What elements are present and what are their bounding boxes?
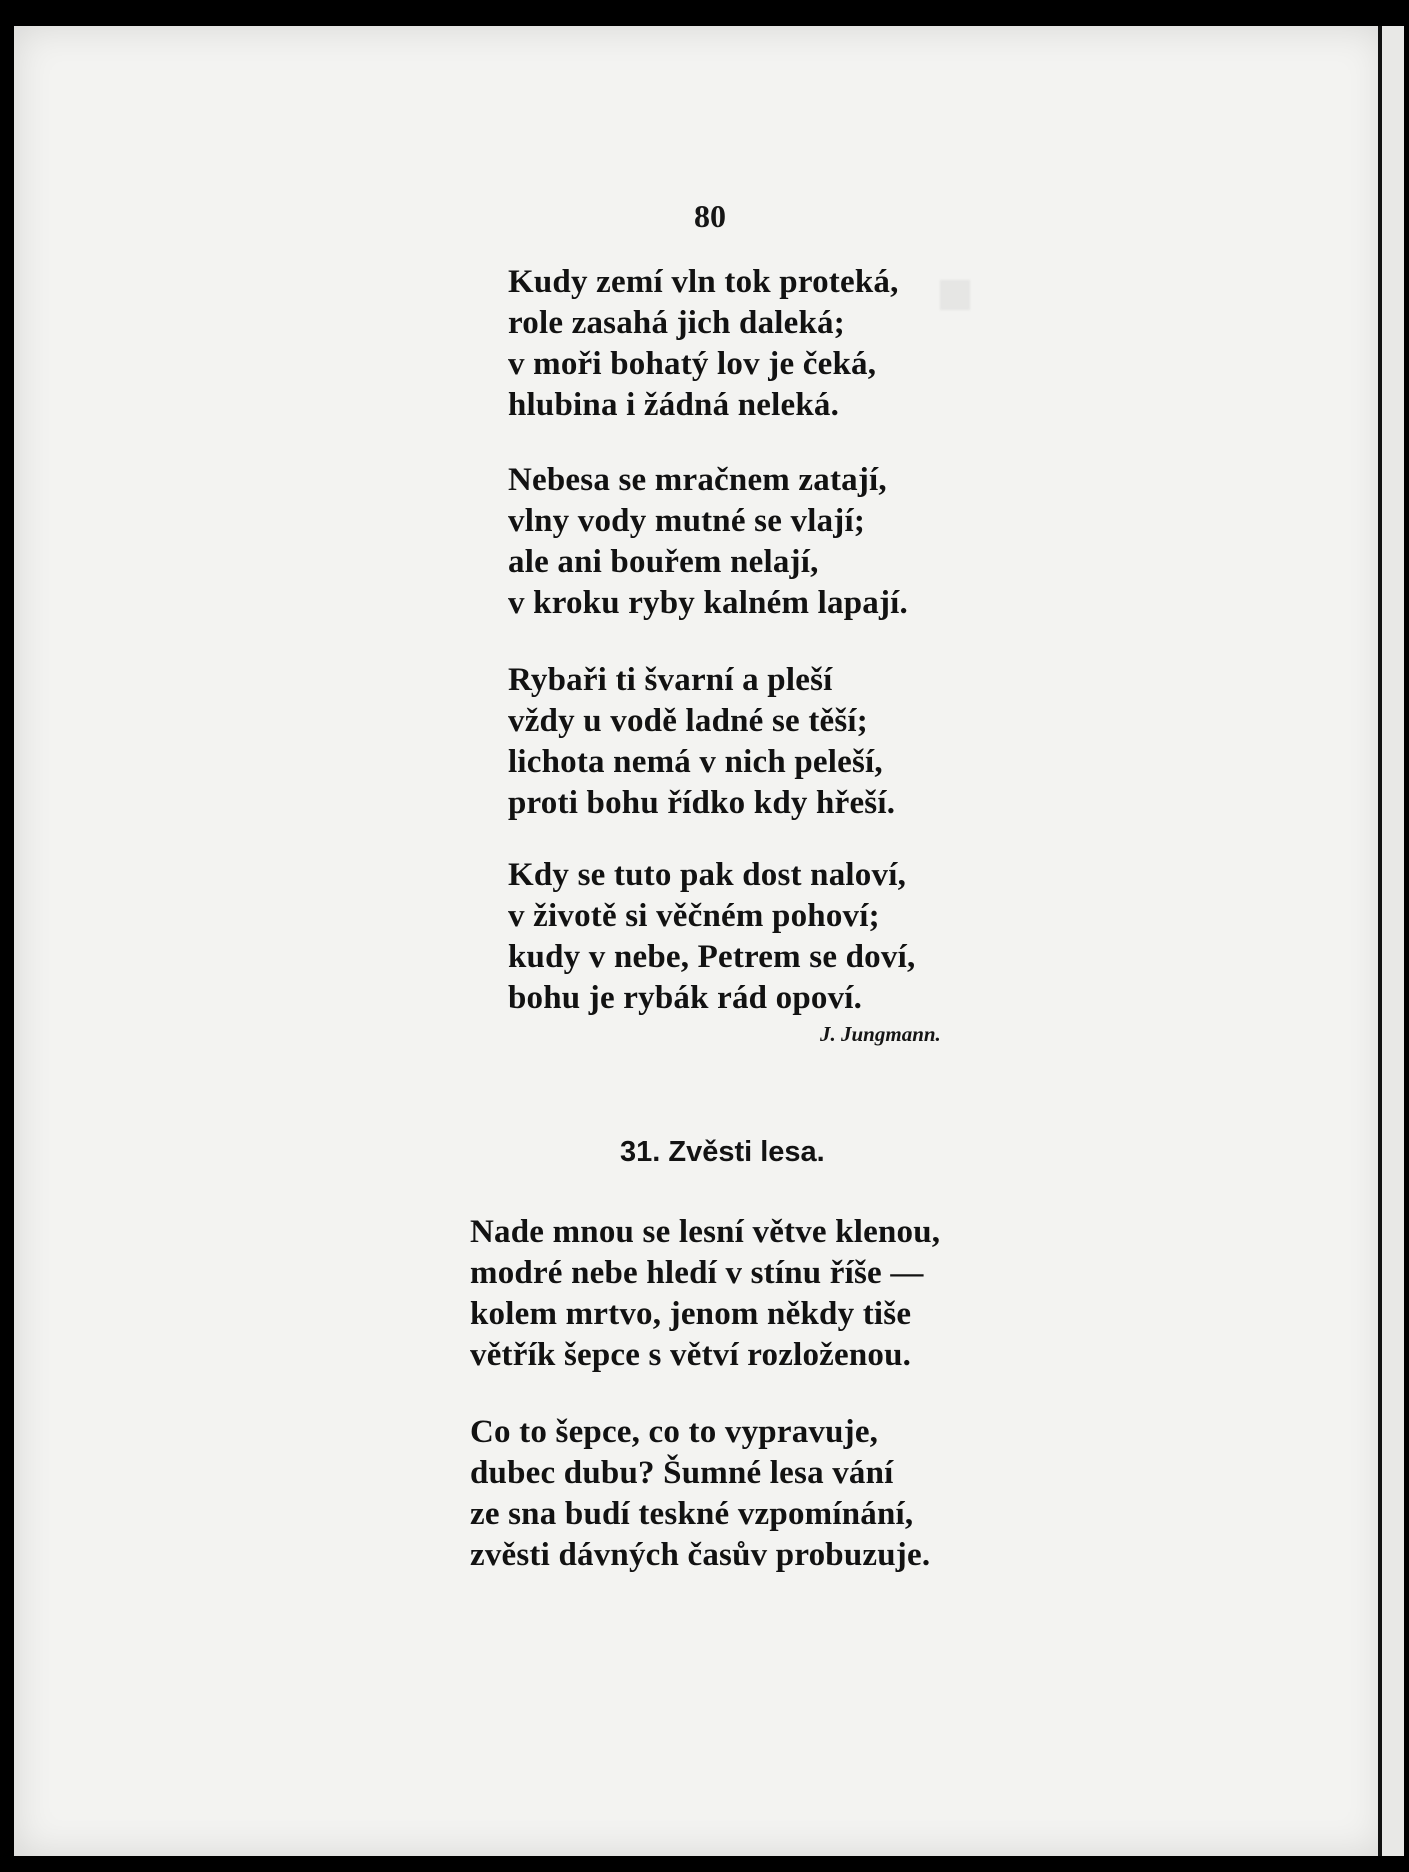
poem-line: lichota nemá v nich peleší, — [508, 744, 883, 780]
poem1-stanza-2 — [508, 460, 908, 624]
poem-line: hlubina i žádná neleká. — [508, 387, 840, 423]
poem-line: dubec dubu? Šumné lesa vání — [470, 1455, 894, 1491]
poem-line: role zasahá jich daleká; — [508, 305, 845, 341]
poem-line: ale ani bouřem nelají, — [508, 544, 819, 580]
poem-line: kudy v nebe, Petrem se doví, — [508, 939, 916, 975]
poem1-stanza-4 — [508, 855, 915, 1019]
poem-line: kolem mrtvo, jenom někdy tiše — [470, 1296, 912, 1332]
poem-line: bohu je rybák rád opoví. — [508, 980, 863, 1016]
poem-line: proti bohu řídko kdy hřeší. — [508, 785, 896, 821]
poem1-stanza-1 — [508, 262, 899, 426]
poem-line: v životě si věčném pohoví; — [508, 898, 880, 934]
page-number: 80 — [694, 198, 726, 234]
bleed-through-mark — [940, 280, 970, 310]
poem2-stanza-1 — [470, 1212, 940, 1376]
poem-line: Nade mnou se lesní větve klenou, — [470, 1214, 941, 1250]
poem-line: modré nebe hledí v stínu říše — — [470, 1255, 924, 1291]
poem-line: zvěsti dávných časův probuzuje. — [470, 1537, 931, 1573]
poem-line: v kroku ryby kalném lapají. — [508, 585, 908, 621]
poem1-stanza-3 — [508, 660, 895, 824]
poem-line: Rybaři ti švarní a pleší — [508, 662, 833, 698]
poem-line: vlny vody mutné se vlají; — [508, 503, 866, 539]
poem2-stanza-2 — [470, 1412, 930, 1576]
poem-line: ze sna budí teskné vzpomínání, — [470, 1496, 914, 1532]
poem-line: větřík šepce s větví rozloženou. — [470, 1337, 912, 1373]
poem-author: J. Jungmann. — [820, 1022, 941, 1046]
poem-line: Kdy se tuto pak dost naloví, — [508, 857, 907, 893]
poem-line: Nebesa se mračnem zatají, — [508, 462, 887, 498]
poem-line: vždy u vodě ladné se těší; — [508, 703, 868, 739]
adjacent-page-edge — [1378, 26, 1404, 1856]
section-title: 31. Zvěsti lesa. — [620, 1136, 825, 1168]
poem-line: v moři bohatý lov je čeká, — [508, 346, 877, 382]
poem-line: Kudy zemí vln tok proteká, — [508, 264, 899, 300]
poem-line: Co to šepce, co to vypravuje, — [470, 1414, 879, 1450]
